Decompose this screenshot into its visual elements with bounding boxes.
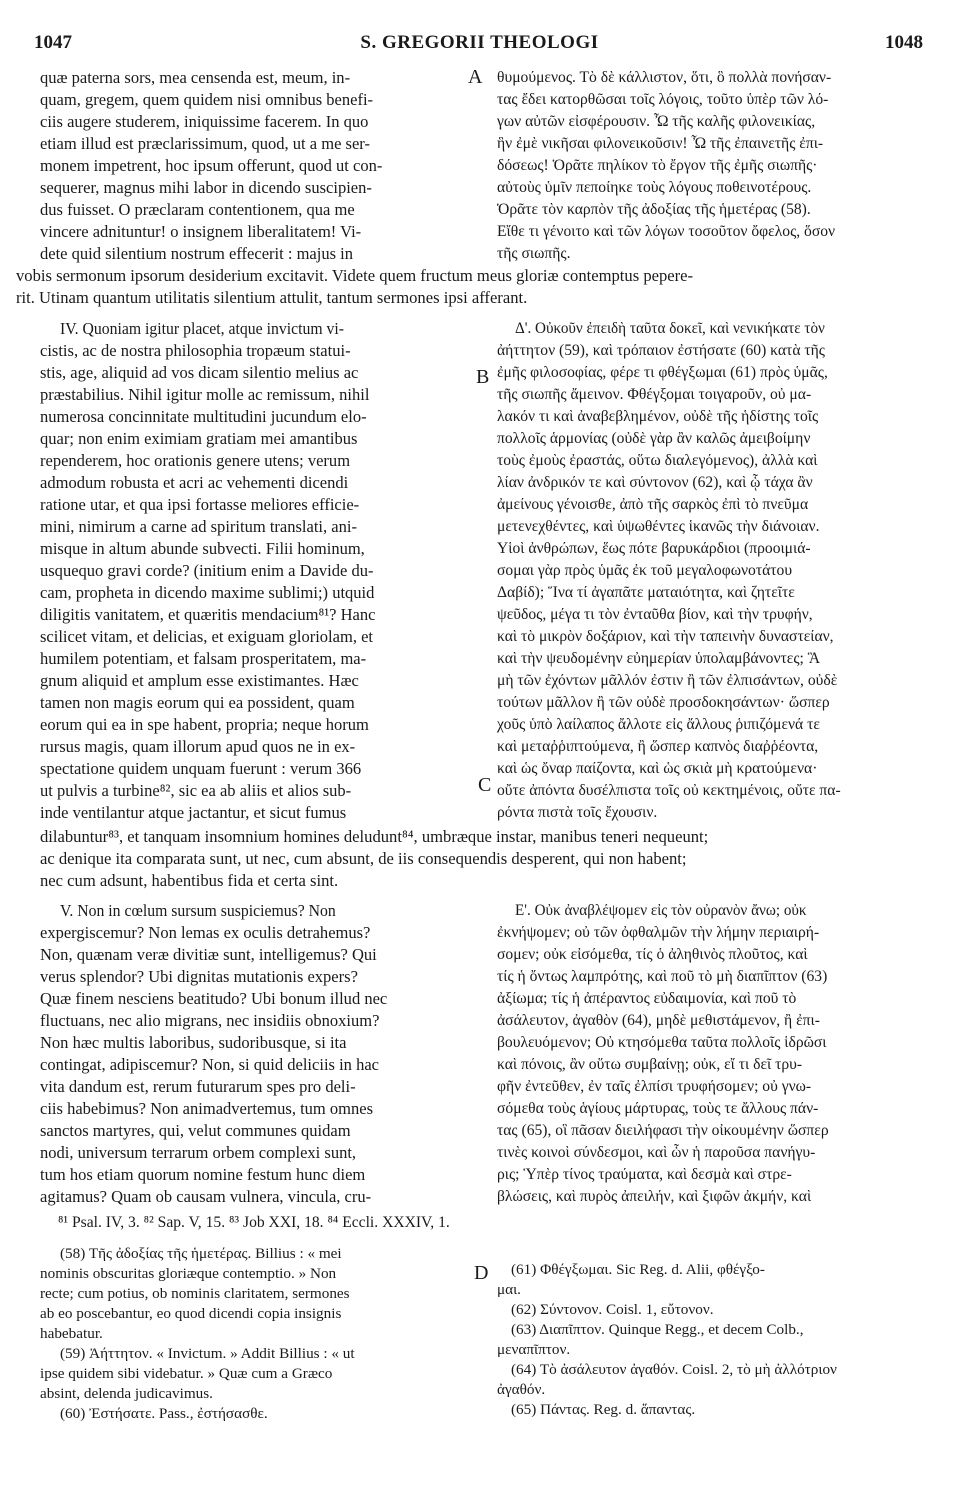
- text-line: Δαβίδ); Ἵνα τί ἀγαπᾶτε ματαιότητα, καὶ ζητεῖτε: [497, 584, 795, 601]
- footnote-line: (65) Πάντας. Reg. d. ἅπαντας.: [511, 1401, 696, 1418]
- text-line: χοῦς ὑπὸ λαίλαπος ἄλλοτε εἰς ἄλλους ῥιπιζόμενά τε: [497, 716, 820, 733]
- text-line: τας (65), οἳ πᾶσαν διειλήφασι τὴν οἰκουμένην ὥσπερ: [497, 1122, 829, 1139]
- margin-marker-d: D: [474, 1262, 489, 1284]
- text-line: agitamus? Quam ob causam vulnera, vincula, cru-: [40, 1187, 372, 1206]
- text-line: τοὺς ἐμοὺς ἐραστάς, οὕτω διαλεγόμενος), ἀλλὰ καὶ: [497, 452, 818, 469]
- text-line: diligitis vanitatem, et quæritis mendacium⁸¹? Hanc: [40, 605, 376, 624]
- text-line: λακόν τι καὶ ἀναβεβλημένον, οὐδὲ τῆς ἡδίστης τοῖς: [497, 408, 819, 425]
- text-line: quar; non enim eximiam gratiam mei amantibus: [40, 429, 358, 448]
- text-line: μετενεχθέντες, καὶ ὑψωθέντες ἱκανῶς τὴν διάνοιαν.: [497, 518, 820, 535]
- text-line: Ε'. Οὐκ ἀναβλέψομεν εἰς τὸν οὐρανὸν ἄνω; οὐκ: [515, 902, 807, 919]
- text-line: ἐμῆς φιλοσοφίας, φέρε τι φθέγξωμαι (61) πρὸς ὑμᾶς,: [497, 364, 828, 381]
- text-line: καὶ ὡς ὄναρ παίζοντα, καὶ ὡς σκιὰ μὴ κρατούμενα·: [497, 760, 818, 777]
- text-line: δόσεως! Ὁρᾶτε πηλίκον τὸ ἔργον τῆς ἐμῆς σιωπῆς·: [497, 157, 818, 174]
- footnote-line: habebatur.: [40, 1325, 103, 1342]
- text-line: contingat, adipiscemur? Non, si quid deliciis in hac: [40, 1055, 379, 1074]
- footnote-line: (61) Φθέγξωμαι. Sic Reg. d. Alii, φθέγξο-: [511, 1261, 765, 1278]
- text-line: scilicet vitam, et delicias, et exiguam gloriolam, et: [40, 627, 374, 646]
- text-line: μὴ τῶν ἐχόντων μᾶλλόν ἐστιν ἢ τῶν ἐλπισάντων, οὐδὲ: [497, 672, 838, 689]
- text-line: τινὲς κοινοὶ σύνδεσμοι, καὶ ὧν ἡ παροῦσα πανήγυ-: [497, 1144, 816, 1161]
- text-line: monem impetrent, hoc ipsum offerunt, quod ut con-: [40, 156, 383, 175]
- text-line: dilabuntur⁸³, et tanquam insomnium homines deludunt⁸⁴, umbræque instar, manibus teneri nequeunt;: [40, 827, 709, 846]
- text-line: οὔτε ἀπόντα δυσέλπιστα τοῖς οὐ κεκτημένοις, οὔτε πα-: [497, 782, 841, 799]
- text-line: ἀμείνους γένοισθε, ἀπὸ τῆς σαρκὸς ἐπὶ τὸ πνεῦμα: [497, 496, 809, 513]
- text-line: βλώσεις, καὶ πυρὸς ἀπειλήν, καὶ ξιφῶν ἀκμήν, καὶ: [497, 1188, 812, 1205]
- text-line: λίαν ἀνδρικόν τε καὶ σύντονον (62), καὶ ᾧ τάχα ἂν: [497, 474, 813, 491]
- text-line: ἀήττητον (59), καὶ τρόπαιον ἐστήσατε (60) κατὰ τῆς: [497, 342, 825, 359]
- footnote-line: (63) Διαπῖπτον. Quinque Regg., et decem Colb.,: [511, 1321, 804, 1338]
- text-line: ἣν ἐμὲ νικῆσαι φιλονεικοῦσιν! Ὦ τῆς ἐπαινετῆς ἐπι-: [497, 135, 824, 152]
- text-line: σόμεθα τοὺς ἁγίους μάρτυρας, τοὺς τε ἄλλους πάν-: [497, 1100, 819, 1117]
- text-line: usquequo gravi corde? (initium enim a Davide du-: [40, 561, 374, 580]
- text-line: quam, gregem, quem quidem nisi omnibus benefi-: [40, 90, 374, 109]
- text-line: sequerer, magnus mihi labor in dicendo suscipien-: [40, 178, 372, 197]
- footnote-line: ipse quidem sibi videbatur. » Quæ cum a Græco: [40, 1365, 333, 1382]
- text-line: τίς ἡ ὄντως λαμπρότης, καὶ ποῦ τὸ μὴ διαπῖπτον (63): [497, 968, 828, 985]
- text-line: etiam illud est præclarissimum, quod, ut a me ser-: [40, 134, 370, 153]
- text-line: vincere adnituntur! o insignem liberalitatem! Vi-: [40, 222, 362, 241]
- text-line: tamen non magis eorum qui ea possident, quam: [40, 693, 355, 712]
- footnote-line: (62) Σύντονον. Coisl. 1, εὔτονον.: [511, 1301, 714, 1318]
- text-line: καὶ πόνοις, ἂν οὕτω συμβαίνῃ; οὐκ, εἴ τι δεῖ τρυ-: [497, 1056, 803, 1073]
- text-line: ciis habebimus? Non animadvertemus, tum omnes: [40, 1099, 374, 1118]
- footnote-line: μεναπῖπτον.: [497, 1341, 571, 1358]
- text-line: eorum qui ea in spe habent, propria; neque horum: [40, 715, 369, 734]
- scripture-references: ⁸¹ Psal. IV, 3. ⁸² Sap. V, 15. ⁸³ Job XXI, 18. ⁸⁴ Eccli. XXXIV, 1.: [58, 1214, 450, 1231]
- text-line: ρόντα πιστὰ τοῖς ἔχουσιν.: [497, 804, 658, 821]
- text-line: ρις; Ὑπὲρ τίνος τραύματα, καὶ δεσμὰ καὶ στρε-: [497, 1166, 792, 1183]
- footnote-line: (58) Τῆς ἀδοξίας τῆς ἡμετέρας. Billius : « mei: [60, 1245, 342, 1262]
- text-line: spectatione quidem unquam fuerunt : verum 366: [40, 759, 362, 778]
- text-line: nec cum adsunt, habentibus fida et certa sint.: [40, 871, 339, 890]
- text-line: inde ventilantur atque jactantur, et sicut fumus: [40, 803, 347, 822]
- margin-marker-b: B: [476, 366, 490, 388]
- text-line: admodum robusta et acri ac vehementi dicendi: [40, 473, 349, 492]
- text-line: stis, age, aliquid ad vos dicam silentio melius ac: [40, 363, 359, 382]
- footnote-line: μαι.: [497, 1281, 521, 1298]
- text-line: dus fuisset. O præclaram contentionem, qua me: [40, 200, 355, 219]
- page-number-left: 1047: [34, 32, 72, 53]
- text-line: Δ'. Οὐκοῦν ἐπειδὴ ταῦτα δοκεῖ, καὶ νενικήκατε τὸν: [515, 320, 825, 337]
- text-line: cam, propheta in dicendo maxime sublimi;) utquid: [40, 583, 375, 602]
- text-line: præstabilius. Nihil igitur molle ac remissum, nihil: [40, 385, 370, 404]
- text-line: τας ἔδει κατορθῶσαι τοῖς λόγοις, τοῦτο ὑπὲρ τῶν λό-: [497, 91, 829, 108]
- footnote-line: ab eo poscebantur, eo quod dicendi copia insignis: [40, 1305, 342, 1322]
- text-line: Εἴθε τι γένοιτο καὶ τῶν λόγων τοσοῦτον ὄφελος, ὅσον: [497, 223, 836, 240]
- running-title: S. GREGORII THEOLOGI: [360, 32, 599, 53]
- text-line: ut pulvis a turbine⁸², sic ea ab aliis et alios sub-: [40, 781, 352, 800]
- text-line: Ὁρᾶτε τὸν καρπὸν τῆς ἀδοξίας τῆς ἡμετέρας (58).: [497, 201, 811, 218]
- text-line: vobis sermonum ipsorum desiderium excitavit. Videte quem fructum meus gloriæ contemptus pepere-: [16, 266, 694, 285]
- text-line: βουλευόμενον; Οὐ κτησόμεθα ταῦτα πολλοῖς ἱδρῶσι: [497, 1034, 827, 1051]
- text-line: expergiscemur? Non lemas ex oculis detrahemus?: [40, 923, 371, 942]
- text-line: αὐτοὺς ὑμῖν πεποίηκε τοὺς λόγους ποθεινοτέρους.: [497, 179, 812, 196]
- text-line: τῆς σιωπῆς.: [497, 245, 571, 262]
- text-line: καὶ τὴν ψευδομένην εὐημερίαν ὑπολαμβάνοντες; Ἃ: [497, 650, 821, 667]
- text-line: ratione utar, et qua ipsi fortasse meliores efficie-: [40, 495, 360, 514]
- text-line: θυμούμενος. Τὸ δὲ κάλλιστον, ὅτι, ὃ πολλὰ πονήσαν-: [497, 69, 832, 86]
- text-line: Non, quænam veræ divitiæ sunt, intelligemus? Qui: [40, 945, 377, 964]
- text-line: mini, nimirum a carne ad spiritum translati, ani-: [40, 517, 357, 536]
- text-line: σομαι γὰρ πρὸς ὑμᾶς ἐκ τοῦ μεγαλοφωνοτάτου: [497, 562, 793, 579]
- text-line: rependerem, hoc orationis genere utens; verum: [40, 451, 351, 470]
- text-line: fluctuans, nec alio migrans, nec insidiis obnoxium?: [40, 1011, 380, 1030]
- text-line: sanctos martyres, qui, velut communes quidam: [40, 1121, 351, 1140]
- text-line: dete quid silentium nostrum effecerit : majus in: [40, 244, 354, 263]
- text-line: gnum aliquid et amplum esse existimantes. Hæc: [40, 671, 359, 690]
- footnote-line: absint, delenda judicavimus.: [40, 1385, 213, 1402]
- footnote-line: (64) Τὸ ἀσάλευτον ἀγαθόν. Coisl. 2, τὸ μὴ ἀλλότριον: [511, 1361, 837, 1378]
- text-line: καὶ μεταῤῥιπτούμενα, ἢ ὥσπερ καπνὸς διαῤῥέοντα,: [497, 738, 819, 755]
- text-line: IV. Quoniam igitur placet, atque invictum vi-: [60, 319, 345, 338]
- footnote-line: nominis obscuritas gloriæque contemptio. » Non: [40, 1265, 337, 1282]
- footnote-line: (59) Ἀήττητον. « Invictum. » Addit Billius : « ut: [60, 1345, 355, 1362]
- text-line: verus splendor? Ubi dignitas mutationis expers?: [40, 967, 358, 986]
- text-line: τῆς σιωπῆς ἄμεινον. Φθέγξομαι τοιγαροῦν, οὐ μα-: [497, 386, 812, 403]
- page-number-right: 1048: [885, 32, 923, 53]
- text-line: humilem potentiam, et falsam prosperitatem, ma-: [40, 649, 367, 668]
- text-line: rursus magis, quam illorum apud quos ne in ex-: [40, 737, 356, 756]
- text-line: vita dandum est, rerum futurarum spes pro deli-: [40, 1077, 356, 1096]
- text-line: ciis augere studerem, iniquissime facerem. In quo: [40, 112, 369, 131]
- text-line: V. Non in cœlum sursum suspiciemus? Non: [60, 901, 336, 920]
- text-line: φῆν ἐντεῦθεν, ἐν ταῖς ἐλπίσι τρυφήσομεν; οὐ γνω-: [497, 1078, 812, 1095]
- text-line: numerosa concinnitate multitudini jucundum elo-: [40, 407, 367, 426]
- text-line: Quæ finem nesciens beatitudo? Ubi bonum illud nec: [40, 989, 388, 1008]
- footnote-line: (60) Ἐστήσατε. Pass., ἐστήσασθε.: [60, 1405, 268, 1422]
- text-line: nodi, universum terrarum orbem complexi sunt,: [40, 1143, 357, 1162]
- text-line: ἐκνήψομεν; οὐ τῶν ὀφθαλμῶν τὴν λήμην περιαιρή-: [497, 924, 820, 941]
- text-line: ἀσάλευτον, ἀγαθὸν (64), μηδὲ μεθιστάμενον, ἢ ἐπι-: [497, 1012, 820, 1029]
- text-line: tum hos etiam quorum nomine festum hunc diem: [40, 1165, 366, 1184]
- text-line: σομεν; οὐκ εἰσόμεθα, τίς ὁ ἀληθινὸς πλοῦτος, καὶ: [497, 946, 808, 963]
- text-line: quæ paterna sors, mea censenda est, meum, in-: [40, 68, 351, 87]
- text-line: πολλοῖς ἁρμονίας (οὐδὲ γὰρ ἂν καλῶς ἀμειβοίμην: [497, 430, 811, 447]
- text-line: ἀξίωμα; τίς ἡ ἀπέραντος εὐδαιμονία, καὶ ποῦ τὸ: [497, 990, 797, 1007]
- text-line: καὶ τὸ μικρὸν δοξάριον, καὶ τὴν ταπεινὴν δυναστείαν,: [497, 628, 834, 645]
- text-line: γων αὐτῶν εἰσφέρουσιν. Ὦ τῆς καλῆς φιλονεικίας,: [497, 113, 816, 130]
- margin-marker-c: C: [478, 774, 492, 796]
- footnote-line: ἀγαθόν.: [497, 1381, 546, 1398]
- text-line: rit. Utinam quantum utilitatis silentium attulit, tantum sermones ipsi afferant.: [16, 288, 528, 307]
- text-line: τούτων μᾶλλον ἢ τῶν οὐδὲ προσδοκησάντων· ὥσπερ: [497, 694, 830, 711]
- text-line: ψεῦδος, μέγα τι τὸν ἐνταῦθα βίον, καὶ τὴν τρυφήν,: [497, 606, 813, 623]
- text-line: cistis, ac de nostra philosophia tropæum statui-: [40, 341, 351, 360]
- text-line: misque in altum abunde subvecti. Filii hominum,: [40, 539, 365, 558]
- text-line: ac denique ita comparata sunt, ut nec, cum absunt, de iis consequendis desperent, qui non habent;: [40, 849, 687, 868]
- footnote-line: recte; cum potius, ob nominis claritatem, sermones: [40, 1285, 350, 1302]
- margin-marker-a: A: [468, 66, 483, 88]
- text-line: Non hæc multis laboribus, sudoribusque, si ita: [40, 1033, 347, 1052]
- text-line: Υἱοὶ ἀνθρώπων, ἕως πότε βαρυκάρδιοι (προοιμιά-: [497, 540, 811, 557]
